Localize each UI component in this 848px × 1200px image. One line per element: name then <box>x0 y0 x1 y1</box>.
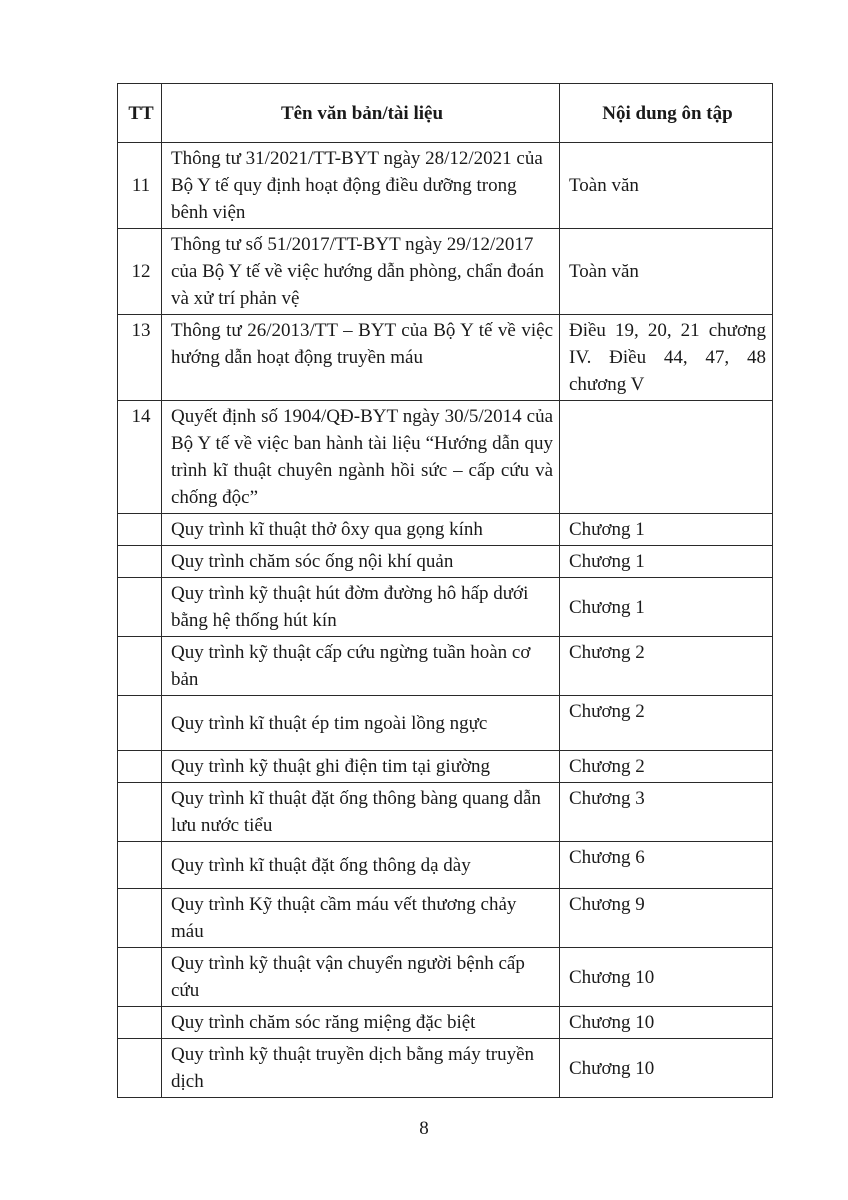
row-number-cell <box>118 578 162 637</box>
review-content-cell: Chương 1 <box>560 546 773 578</box>
table-row <box>118 143 773 229</box>
row-number-cell <box>118 1039 162 1098</box>
header-tt: TT <box>118 84 162 143</box>
row-number-cell <box>118 842 162 889</box>
table-row <box>118 842 773 889</box>
document-name-cell: Thông tư 31/2021/TT-BYT ngày 28/12/2021 của Bộ Y tế quy định hoạt động điều dưỡng trong bênh viện <box>162 143 560 229</box>
review-content-cell: Chương 1 <box>560 578 773 637</box>
table-row <box>118 401 773 514</box>
review-content-cell: Chương 3 <box>560 783 773 842</box>
row-number-cell <box>118 889 162 948</box>
table-row <box>118 948 773 1007</box>
row-number-cell: 12 <box>118 229 162 315</box>
document-name-cell: Quy trình kĩ thuật ép tim ngoài lồng ngực <box>162 696 560 751</box>
review-content-cell: Chương 10 <box>560 948 773 1007</box>
row-number-cell <box>118 637 162 696</box>
table-row <box>118 889 773 948</box>
review-content-cell: Chương 2 <box>560 751 773 783</box>
header-document-name: Tên văn bản/tài liệu <box>162 84 560 143</box>
table-row <box>118 546 773 578</box>
table-row <box>118 696 773 751</box>
row-number-cell: 13 <box>118 315 162 401</box>
document-name-cell: Quy trình kỹ thuật vận chuyển người bệnh cấp cứu <box>162 948 560 1007</box>
document-name-cell: Quy trình chăm sóc ống nội khí quản <box>162 546 560 578</box>
document-name-cell: Quy trình Kỹ thuật cầm máu vết thương chảy máu <box>162 889 560 948</box>
document-name-cell: Quyết định số 1904/QĐ-BYT ngày 30/5/2014 của Bộ Y tế về việc ban hành tài liệu “Hướng dẫn quy trình kĩ thuật chuyên ngành hồi sức – cấp cứu và chống độc” <box>162 401 560 514</box>
table-row <box>118 783 773 842</box>
table-row <box>118 578 773 637</box>
review-content-cell: Toàn văn <box>560 143 773 229</box>
row-number-cell <box>118 546 162 578</box>
page-number: 8 <box>419 1118 429 1139</box>
document-name-cell: Quy trình kỹ thuật hút đờm đường hô hấp dưới bằng hệ thống hút kín <box>162 578 560 637</box>
table-row <box>118 514 773 546</box>
document-name-cell: Quy trình kỹ thuật cấp cứu ngừng tuần hoàn cơ bản <box>162 637 560 696</box>
row-number-cell: 11 <box>118 143 162 229</box>
review-content-cell: Chương 10 <box>560 1039 773 1098</box>
review-content-cell: Toàn văn <box>560 229 773 315</box>
review-content-cell: Chương 1 <box>560 514 773 546</box>
review-table <box>117 83 773 1098</box>
row-number-cell: 14 <box>118 401 162 514</box>
header-review-content: Nội dung ôn tập <box>560 84 773 143</box>
table-row <box>118 315 773 401</box>
table-row <box>118 1007 773 1039</box>
row-number-cell <box>118 696 162 751</box>
row-number-cell <box>118 948 162 1007</box>
table-body <box>118 143 773 1098</box>
review-content-cell <box>560 401 773 514</box>
row-number-cell <box>118 783 162 842</box>
document-name-cell: Quy trình kỹ thuật truyền dịch bằng máy truyền dịch <box>162 1039 560 1098</box>
document-name-cell: Quy trình kĩ thuật đặt ống thông dạ dày <box>162 842 560 889</box>
table-row <box>118 637 773 696</box>
document-name-cell: Quy trình kỹ thuật ghi điện tim tại giường <box>162 751 560 783</box>
row-number-cell <box>118 514 162 546</box>
table-row <box>118 1039 773 1098</box>
review-content-cell: Chương 2 <box>560 696 773 751</box>
document-name-cell: Thông tư số 51/2017/TT-BYT ngày 29/12/2017 của Bộ Y tế về việc hướng dẫn phòng, chẩn đoán và xử trí phản vệ <box>162 229 560 315</box>
row-number-cell <box>118 751 162 783</box>
review-content-cell: Chương 6 <box>560 842 773 889</box>
document-name-cell: Quy trình chăm sóc răng miệng đặc biệt <box>162 1007 560 1039</box>
document-name-cell: Thông tư 26/2013/TT – BYT của Bộ Y tế về việc hướng dẫn hoạt động truyền máu <box>162 315 560 401</box>
review-content-cell: Chương 10 <box>560 1007 773 1039</box>
document-name-cell: Quy trình kĩ thuật thở ôxy qua gọng kính <box>162 514 560 546</box>
table-header-row <box>118 84 773 143</box>
row-number-cell <box>118 1007 162 1039</box>
table-row <box>118 229 773 315</box>
table-row <box>118 751 773 783</box>
review-content-cell: Điều 19, 20, 21 chương IV. Điều 44, 47, 48 chương V <box>560 315 773 401</box>
review-content-cell: Chương 2 <box>560 637 773 696</box>
review-content-cell: Chương 9 <box>560 889 773 948</box>
document-name-cell: Quy trình kĩ thuật đặt ống thông bàng quang dẫn lưu nước tiểu <box>162 783 560 842</box>
